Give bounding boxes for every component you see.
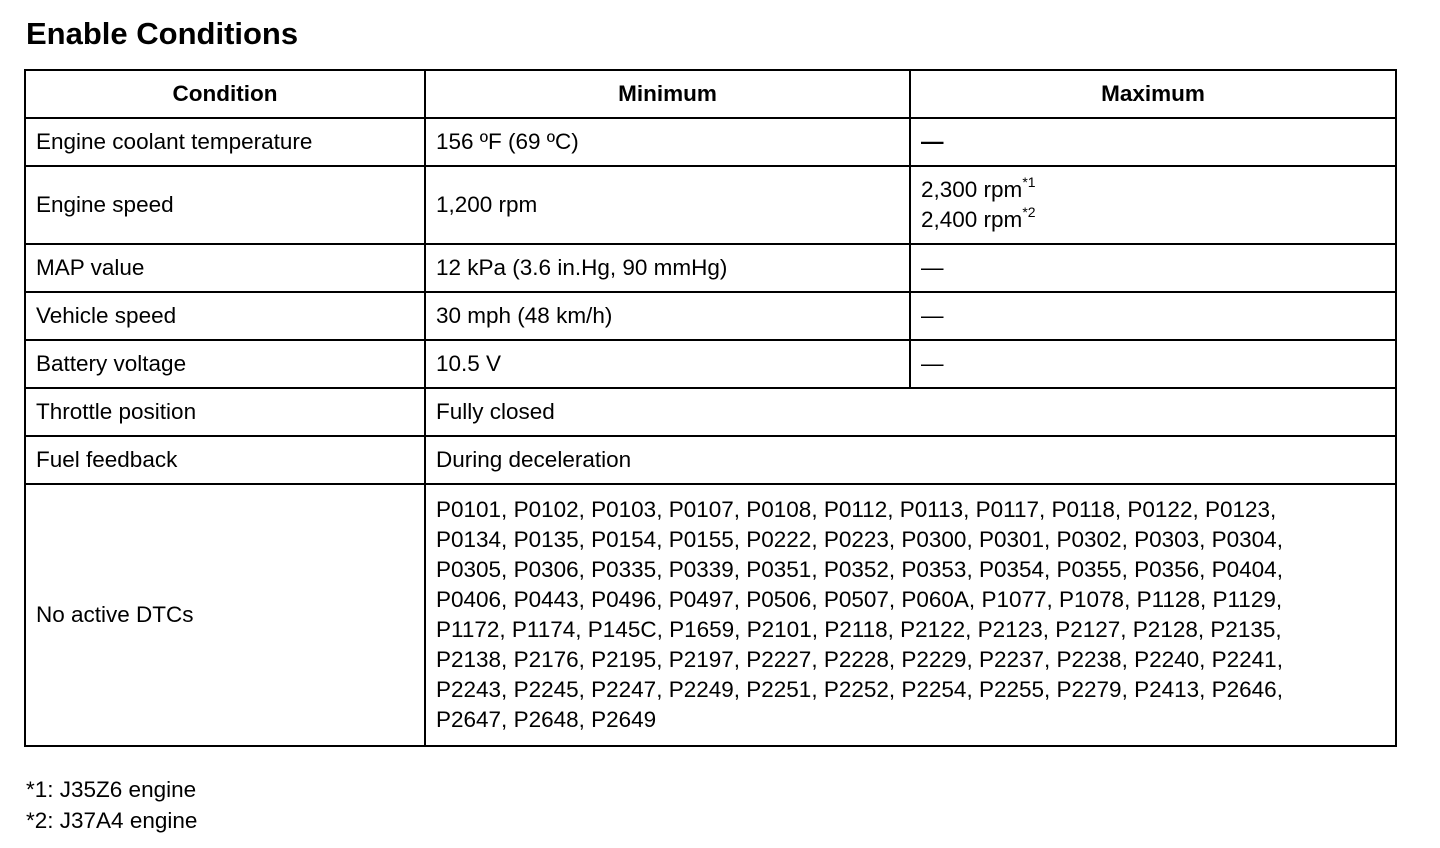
maximum-line-2 — [921, 205, 1385, 235]
header-condition: Condition — [25, 70, 425, 118]
dtc-list-cell — [425, 484, 1396, 746]
dtc-line: P0101, P0102, P0103, P0107, P0108, P0112, P0113, P0117, P0118, P0122, P0123, — [436, 497, 1277, 522]
table-row — [25, 340, 1396, 388]
maximum-cell: — — [910, 292, 1396, 340]
maximum-cell: — — [910, 340, 1396, 388]
table-header-row — [25, 70, 1396, 118]
maximum-line-1 — [921, 175, 1385, 205]
condition-cell: MAP value — [25, 244, 425, 292]
dtc-line: P0134, P0135, P0154, P0155, P0222, P0223, P0300, P0301, P0302, P0303, P0304, — [436, 527, 1283, 552]
dtc-line: P2647, P2648, P2649 — [436, 707, 657, 732]
page-title: Enable Conditions — [26, 16, 299, 51]
table-row — [25, 244, 1396, 292]
footnote-ref-2: *2 — [1022, 203, 1036, 220]
dtc-line: P0305, P0306, P0335, P0339, P0351, P0352, P0353, P0354, P0355, P0356, P0404, — [436, 557, 1283, 582]
minimum-cell: 12 kPa (3.6 in.Hg, 90 mmHg) — [425, 244, 910, 292]
condition-cell: Battery voltage — [25, 340, 425, 388]
dtc-line: P1172, P1174, P145C, P1659, P2101, P2118, P2122, P2123, P2127, P2128, P2135, — [436, 617, 1282, 642]
table-row — [25, 388, 1396, 436]
maximum-cell — [910, 166, 1396, 244]
minimum-cell: 1,200 rpm — [425, 166, 910, 244]
maximum-cell: — — [910, 118, 1396, 166]
table-row — [25, 166, 1396, 244]
table-row — [25, 484, 1396, 746]
dtc-line: P0406, P0443, P0496, P0497, P0506, P0507, P060A, P1077, P1078, P1128, P1129, — [436, 587, 1283, 612]
value-cell: Fully closed — [425, 388, 1396, 436]
table-row — [25, 292, 1396, 340]
enable-conditions-table — [24, 69, 1397, 747]
condition-cell: No active DTCs — [25, 484, 425, 746]
dtc-line: P2243, P2245, P2247, P2249, P2251, P2252, P2254, P2255, P2279, P2413, P2646, — [436, 677, 1283, 702]
condition-cell: Engine coolant temperature — [25, 118, 425, 166]
condition-cell: Engine speed — [25, 166, 425, 244]
footnote-1: *1: J35Z6 engine — [26, 777, 197, 802]
header-minimum: Minimum — [425, 70, 910, 118]
footnote-2: *2: J37A4 engine — [26, 808, 198, 833]
minimum-cell: 30 mph (48 km/h) — [425, 292, 910, 340]
minimum-cell: 156 ºF (69 ºC) — [425, 118, 910, 166]
condition-cell: Vehicle speed — [25, 292, 425, 340]
maximum-value-2: 2,400 rpm — [921, 207, 1023, 232]
footnote-ref-1: *1 — [1022, 173, 1036, 190]
minimum-cell: 10.5 V — [425, 340, 910, 388]
maximum-value-1: 2,300 rpm — [921, 177, 1023, 202]
header-maximum: Maximum — [910, 70, 1396, 118]
maximum-cell: — — [910, 244, 1396, 292]
condition-cell: Fuel feedback — [25, 436, 425, 484]
table-row — [25, 436, 1396, 484]
condition-cell: Throttle position — [25, 388, 425, 436]
dtc-line: P2138, P2176, P2195, P2197, P2227, P2228, P2229, P2237, P2238, P2240, P2241, — [436, 647, 1283, 672]
value-cell: During deceleration — [425, 436, 1396, 484]
footnotes — [26, 774, 197, 836]
table-row — [25, 118, 1396, 166]
